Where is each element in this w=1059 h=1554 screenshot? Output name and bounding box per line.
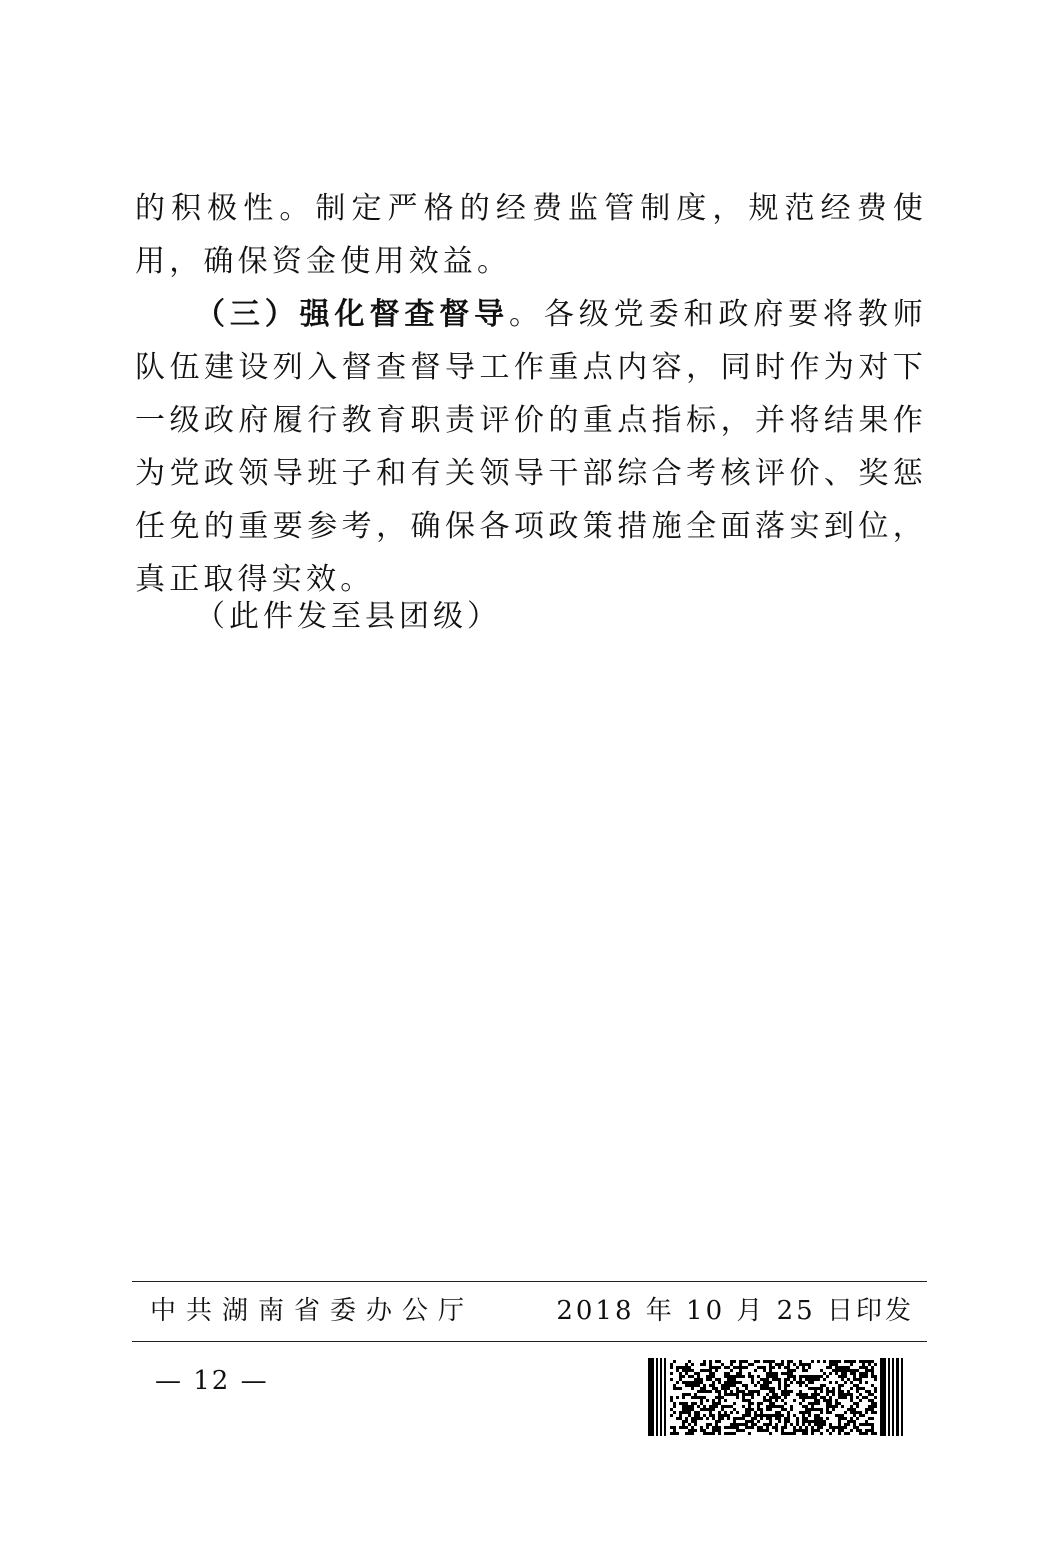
paragraph-2-text: 。各级党委和政府要将教师队伍建设列入督查督导工作重点内容，同时作为对下一级政府履行教育职责评价的重点指标，并将结果作为党政领导班子和有关领导干部综合考核评价、奖惩任免的重要参考，确保各项政策措施全面落实到位，真正取得实效。 [135,297,927,597]
paragraph-1: 的积极性。制定严格的经费监管制度，规范经费使用，确保资金使用效益。 [135,191,927,279]
paragraph-2 [135,288,927,606]
footer-rule-bottom [132,1341,927,1342]
section-heading: （三）强化督查督导 [195,297,510,332]
page-number: — 12 — [155,1366,269,1396]
issue-date: 2018 年 10 月 25 日印发 [556,1296,914,1326]
issuer: 中共湖南省委办公厅 [150,1296,475,1326]
distribution-note: （此件发至县团级） [195,599,501,634]
barcode-icon [648,1358,904,1436]
body-text [135,182,927,606]
footer-rule-top [132,1281,927,1282]
